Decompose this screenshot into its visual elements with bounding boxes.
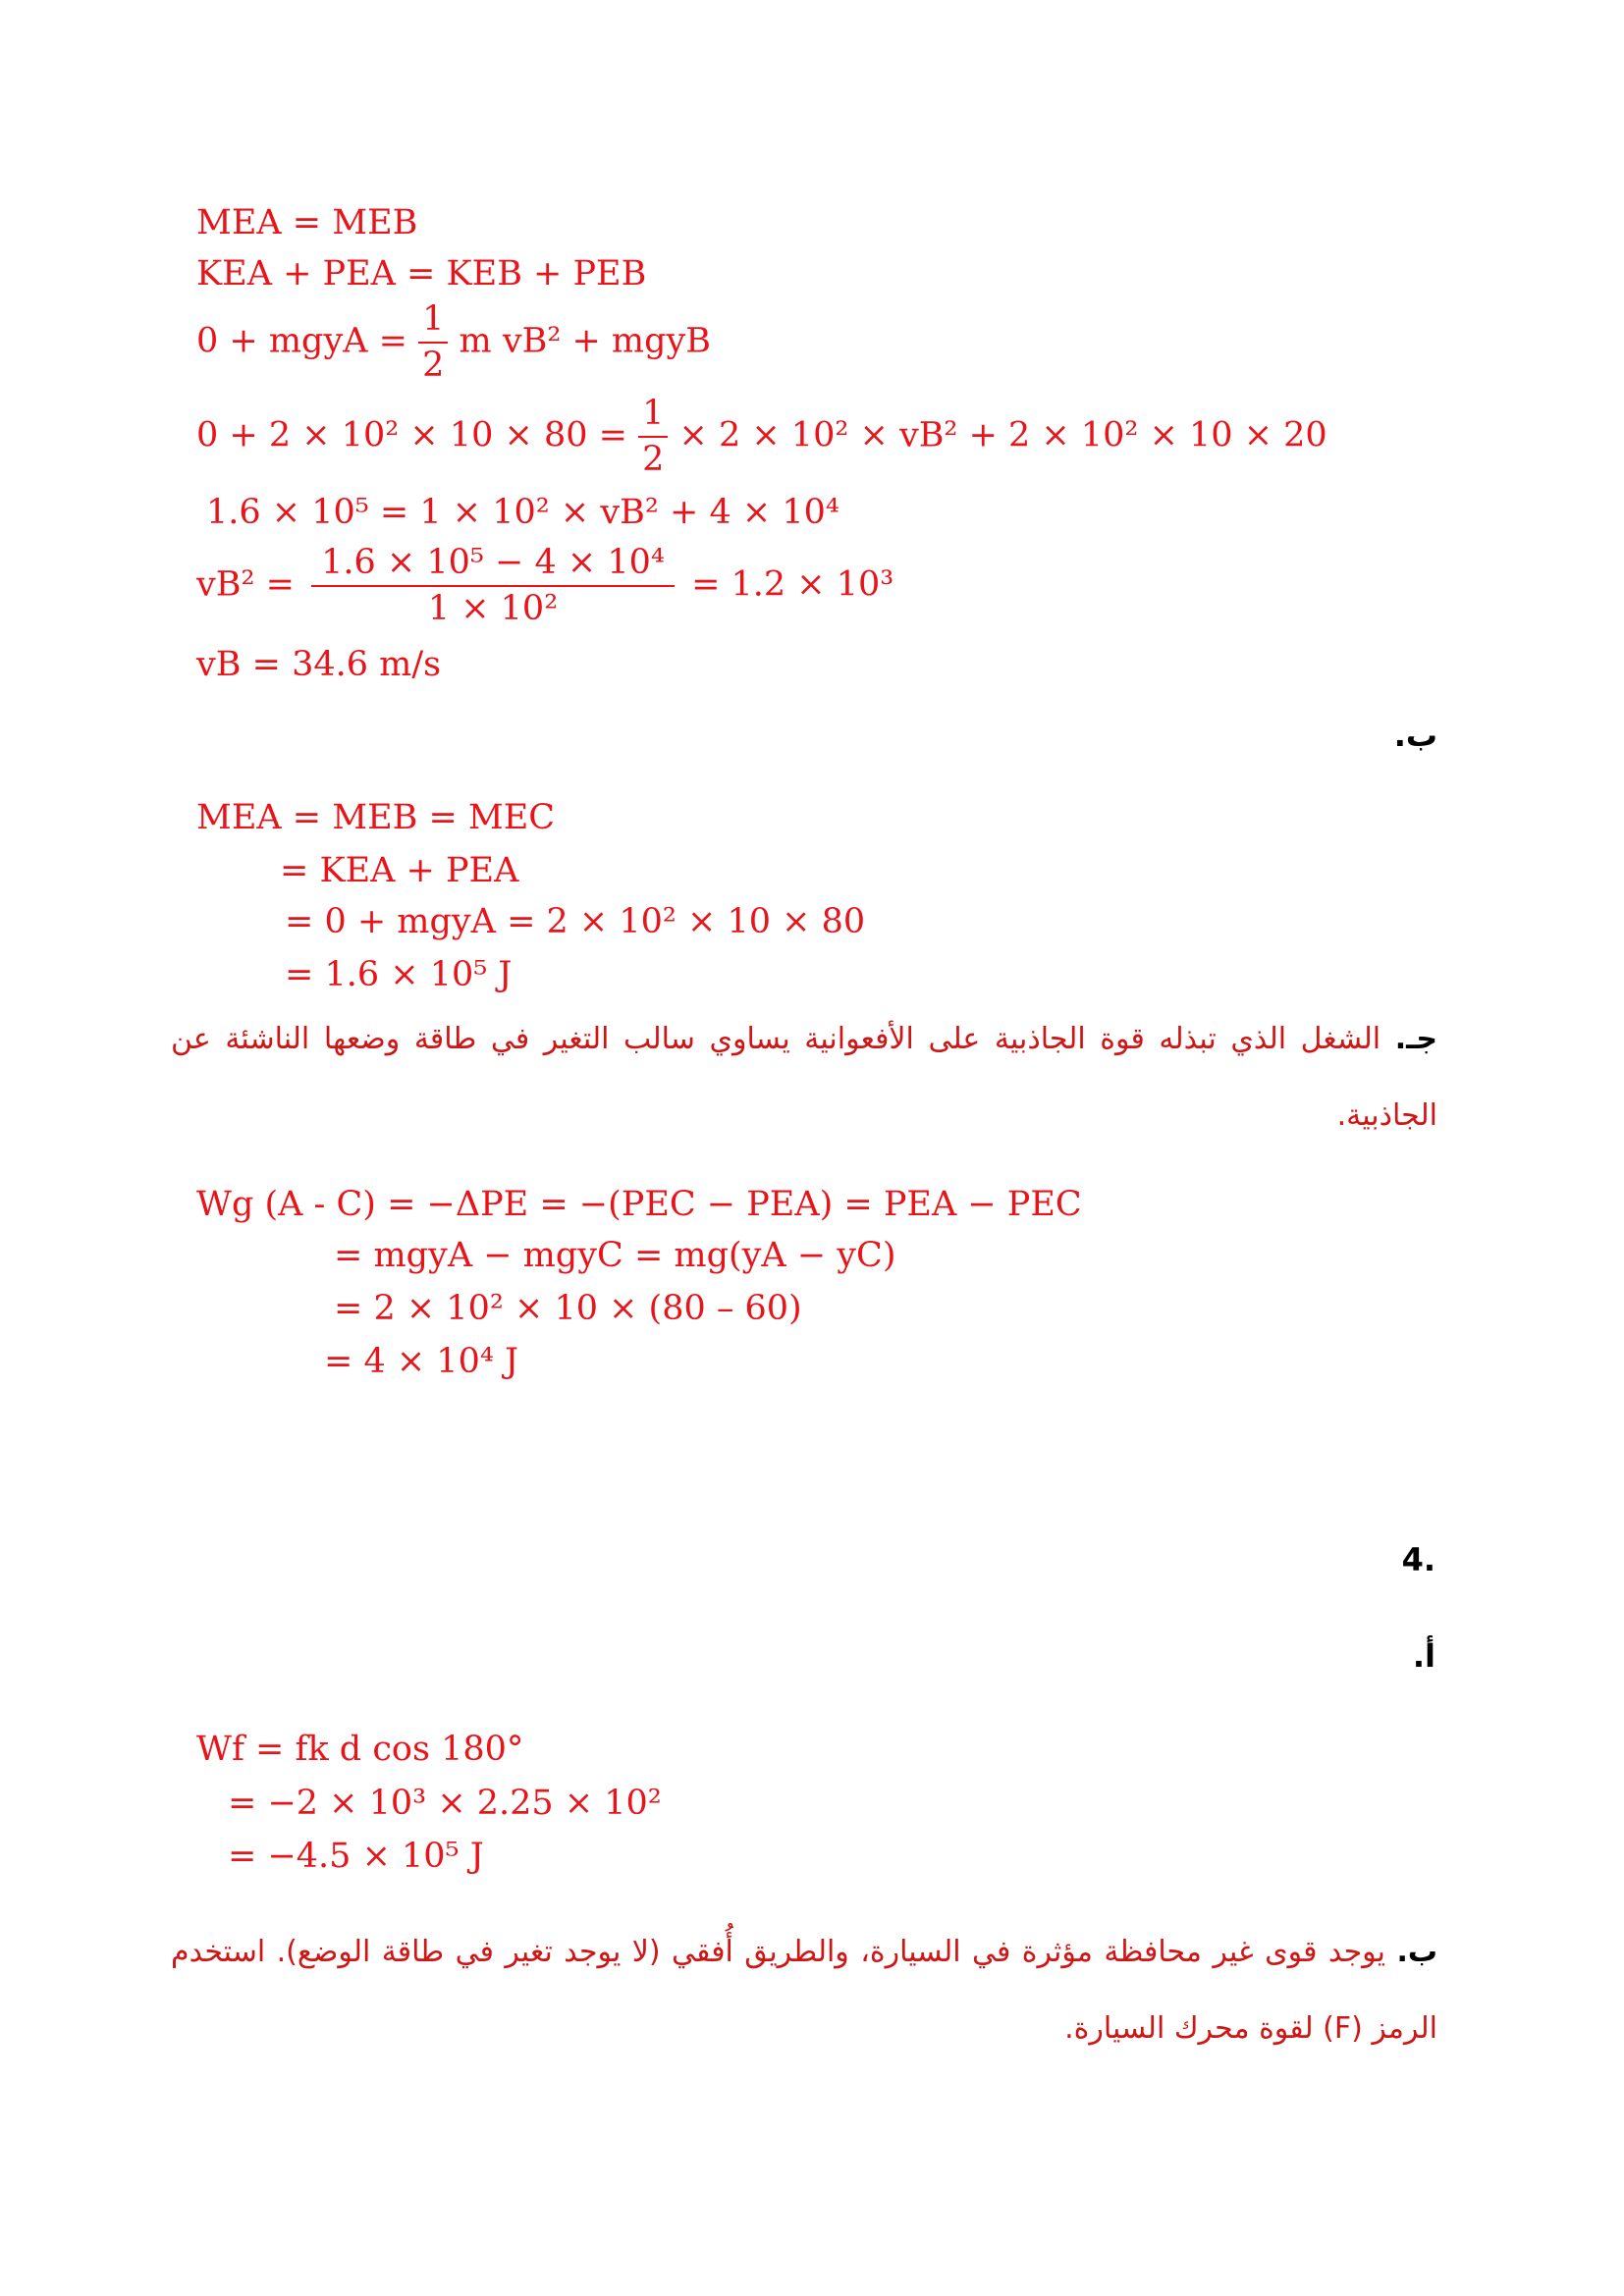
fraction-numerator: 1 [638,397,668,438]
paragraph-text: يوجد قوى غير محافظة مؤثرة في السيارة، والطريق أُفقي (لا يوجد تغير في طاقة الوضع). استخدم الرمز (F) لقوة محرك السيارة. [171,1935,1437,2046]
equation-ke-plus-pe: = KEA + PEA [280,851,519,890]
equation-friction-numeric: = −2 × 10³ × 2.25 × 10² [228,1784,662,1823]
equation-me-a-equals-me-b: MEA = MEB [196,203,418,242]
equation-me-conservation: MEA = MEB = MEC [196,798,556,837]
fraction-vb-squared [311,543,675,628]
section-marker-a: أ. [1412,1637,1435,1675]
equation-friction-work: Wf = fk d cos 180° [196,1730,524,1769]
equation-numeric-work: = 2 × 10² × 10 × (80 – 60) [334,1289,802,1328]
question-number-4: .4 [1401,1541,1435,1578]
fraction-one-half [638,394,668,479]
equation-work-result: = 4 × 10⁴ J [324,1342,519,1381]
equation-work-gravity: Wg (A - C) = −ΔPE = −(PEC − PEA) = PEA − PEC [196,1185,1082,1224]
fraction-numerator: 1 [418,302,448,344]
equation-energy-substitution [196,299,712,385]
section-marker-b: ب. [1393,717,1437,754]
fraction-denominator: 2 [422,346,445,385]
equation-mgy-substitution: = 0 + mgyA = 2 × 10² × 10 × 80 [285,902,866,941]
fraction-denominator: 1 × 10² [427,589,559,628]
fraction-numerator: 1.6 × 10⁵ − 4 × 10⁴ [311,546,675,587]
equation-me-result: = 1.6 × 10⁵ J [285,955,513,994]
equation-simplified: 1.6 × 10⁵ = 1 × 10² × vB² + 4 × 10⁴ [206,493,839,532]
equation-numeric-substitution [196,394,1327,479]
equation-right: m vB² + mgyB [459,321,712,361]
fraction-one-half [418,299,448,385]
equation-left: vB² = [196,564,295,605]
equation-mg-difference: = mgyA − mgyC = mg(yA − yC) [334,1236,896,1275]
fraction-denominator: 2 [642,440,665,479]
equation-left: 0 + mgyA = [196,321,407,361]
equation-right: = 1.2 × 10³ [691,564,894,605]
section-marker-b2: ب. [1396,1935,1437,1969]
equation-left: 0 + 2 × 10² × 10 × 80 = [196,415,627,455]
equation-vb-squared [196,543,894,628]
paragraph-text: الشغل الذي تبذله قوة الجاذبية على الأفعوانية يساوي سالب التغير في طاقة وضعها الناشئة عن الجاذبية. [171,1022,1437,1133]
equation-ke-pe-balance: KEA + PEA = KEB + PEB [196,254,647,294]
paragraph-non-conservative-forces [171,1914,1437,2067]
paragraph-gravity-work [171,1001,1437,1154]
equation-friction-result: = −4.5 × 10⁵ J [228,1837,484,1876]
equation-vb-result: vB = 34.6 m/s [196,645,442,684]
equation-right: × 2 × 10² × vB² + 2 × 10² × 10 × 20 [678,415,1327,455]
section-marker-c: جـ. [1394,1022,1437,1056]
